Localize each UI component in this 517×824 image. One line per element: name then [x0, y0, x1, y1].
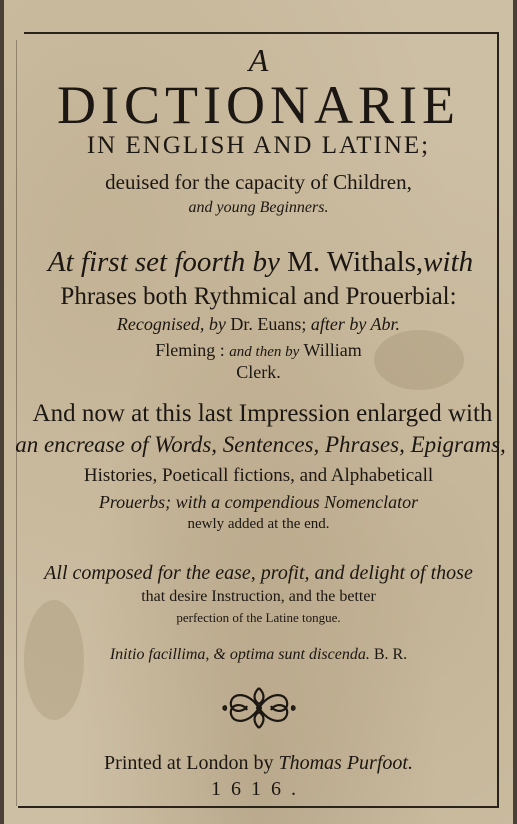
printer-name: Thomas Purfoot.: [278, 752, 413, 774]
encrease-line: an encrease of Words, Sentences, Phrases, Epigrams,: [15, 432, 506, 457]
imprint-line: [4, 752, 513, 775]
title-page: [4, 0, 513, 824]
instruction-line: that desire Instruction, and the better: [141, 588, 376, 605]
perfection-line: perfection of the Latine tongue.: [176, 610, 341, 625]
border-rule-top: [24, 32, 499, 34]
author-line: [6, 246, 515, 279]
imprint-prefix: Printed at London by: [104, 752, 274, 774]
purpose-line-2: and young Beginners.: [188, 199, 329, 216]
title-article: A: [248, 42, 269, 78]
motto-initials: B. R.: [373, 646, 408, 663]
fleming-line: [4, 340, 513, 361]
author-name: M. Withals,: [287, 246, 424, 278]
purpose-line-1: deuised for the capacity of Children,: [105, 170, 412, 194]
enlarged-line: And now at this last Impression enlarged with: [32, 400, 493, 427]
composed-line: All composed for the ease, profit, and delight of those: [44, 562, 473, 584]
histories-line: Histories, Poeticall fictions, and Alphabeticall: [83, 465, 434, 486]
prouerbs-line: Prouerbs; with a compendious Nomenclator: [98, 492, 419, 512]
book-subtitle: IN ENGLISH AND LATINE;: [86, 132, 431, 159]
author-line-intro: At first set foorth by: [47, 246, 280, 278]
fleming-tail: William: [303, 340, 362, 360]
border-rule-bottom: [18, 806, 499, 808]
fleming-connector: and then by: [229, 344, 300, 360]
phrases-line: Phrases both Rythmical and Prouerbial:: [60, 283, 457, 310]
printers-ornament-icon: [219, 682, 299, 734]
recognised-after: after by Abr.: [310, 314, 401, 334]
recognised-line: [4, 314, 513, 335]
clerk-line: Clerk.: [236, 362, 281, 382]
recognised-prefix: Recognised, by: [116, 314, 226, 334]
author-line-tail: with: [423, 246, 474, 278]
book-title: DICTIONARIE: [57, 75, 460, 135]
newly-added-line: newly added at the end.: [187, 516, 330, 532]
fleming-name: Fleming :: [155, 340, 225, 360]
publication-year: 1616.: [211, 778, 306, 800]
motto-line: [4, 646, 513, 664]
recognised-name: Dr. Euans;: [230, 314, 307, 334]
motto: Initio facillima, & optima sunt discenda.: [109, 646, 370, 663]
